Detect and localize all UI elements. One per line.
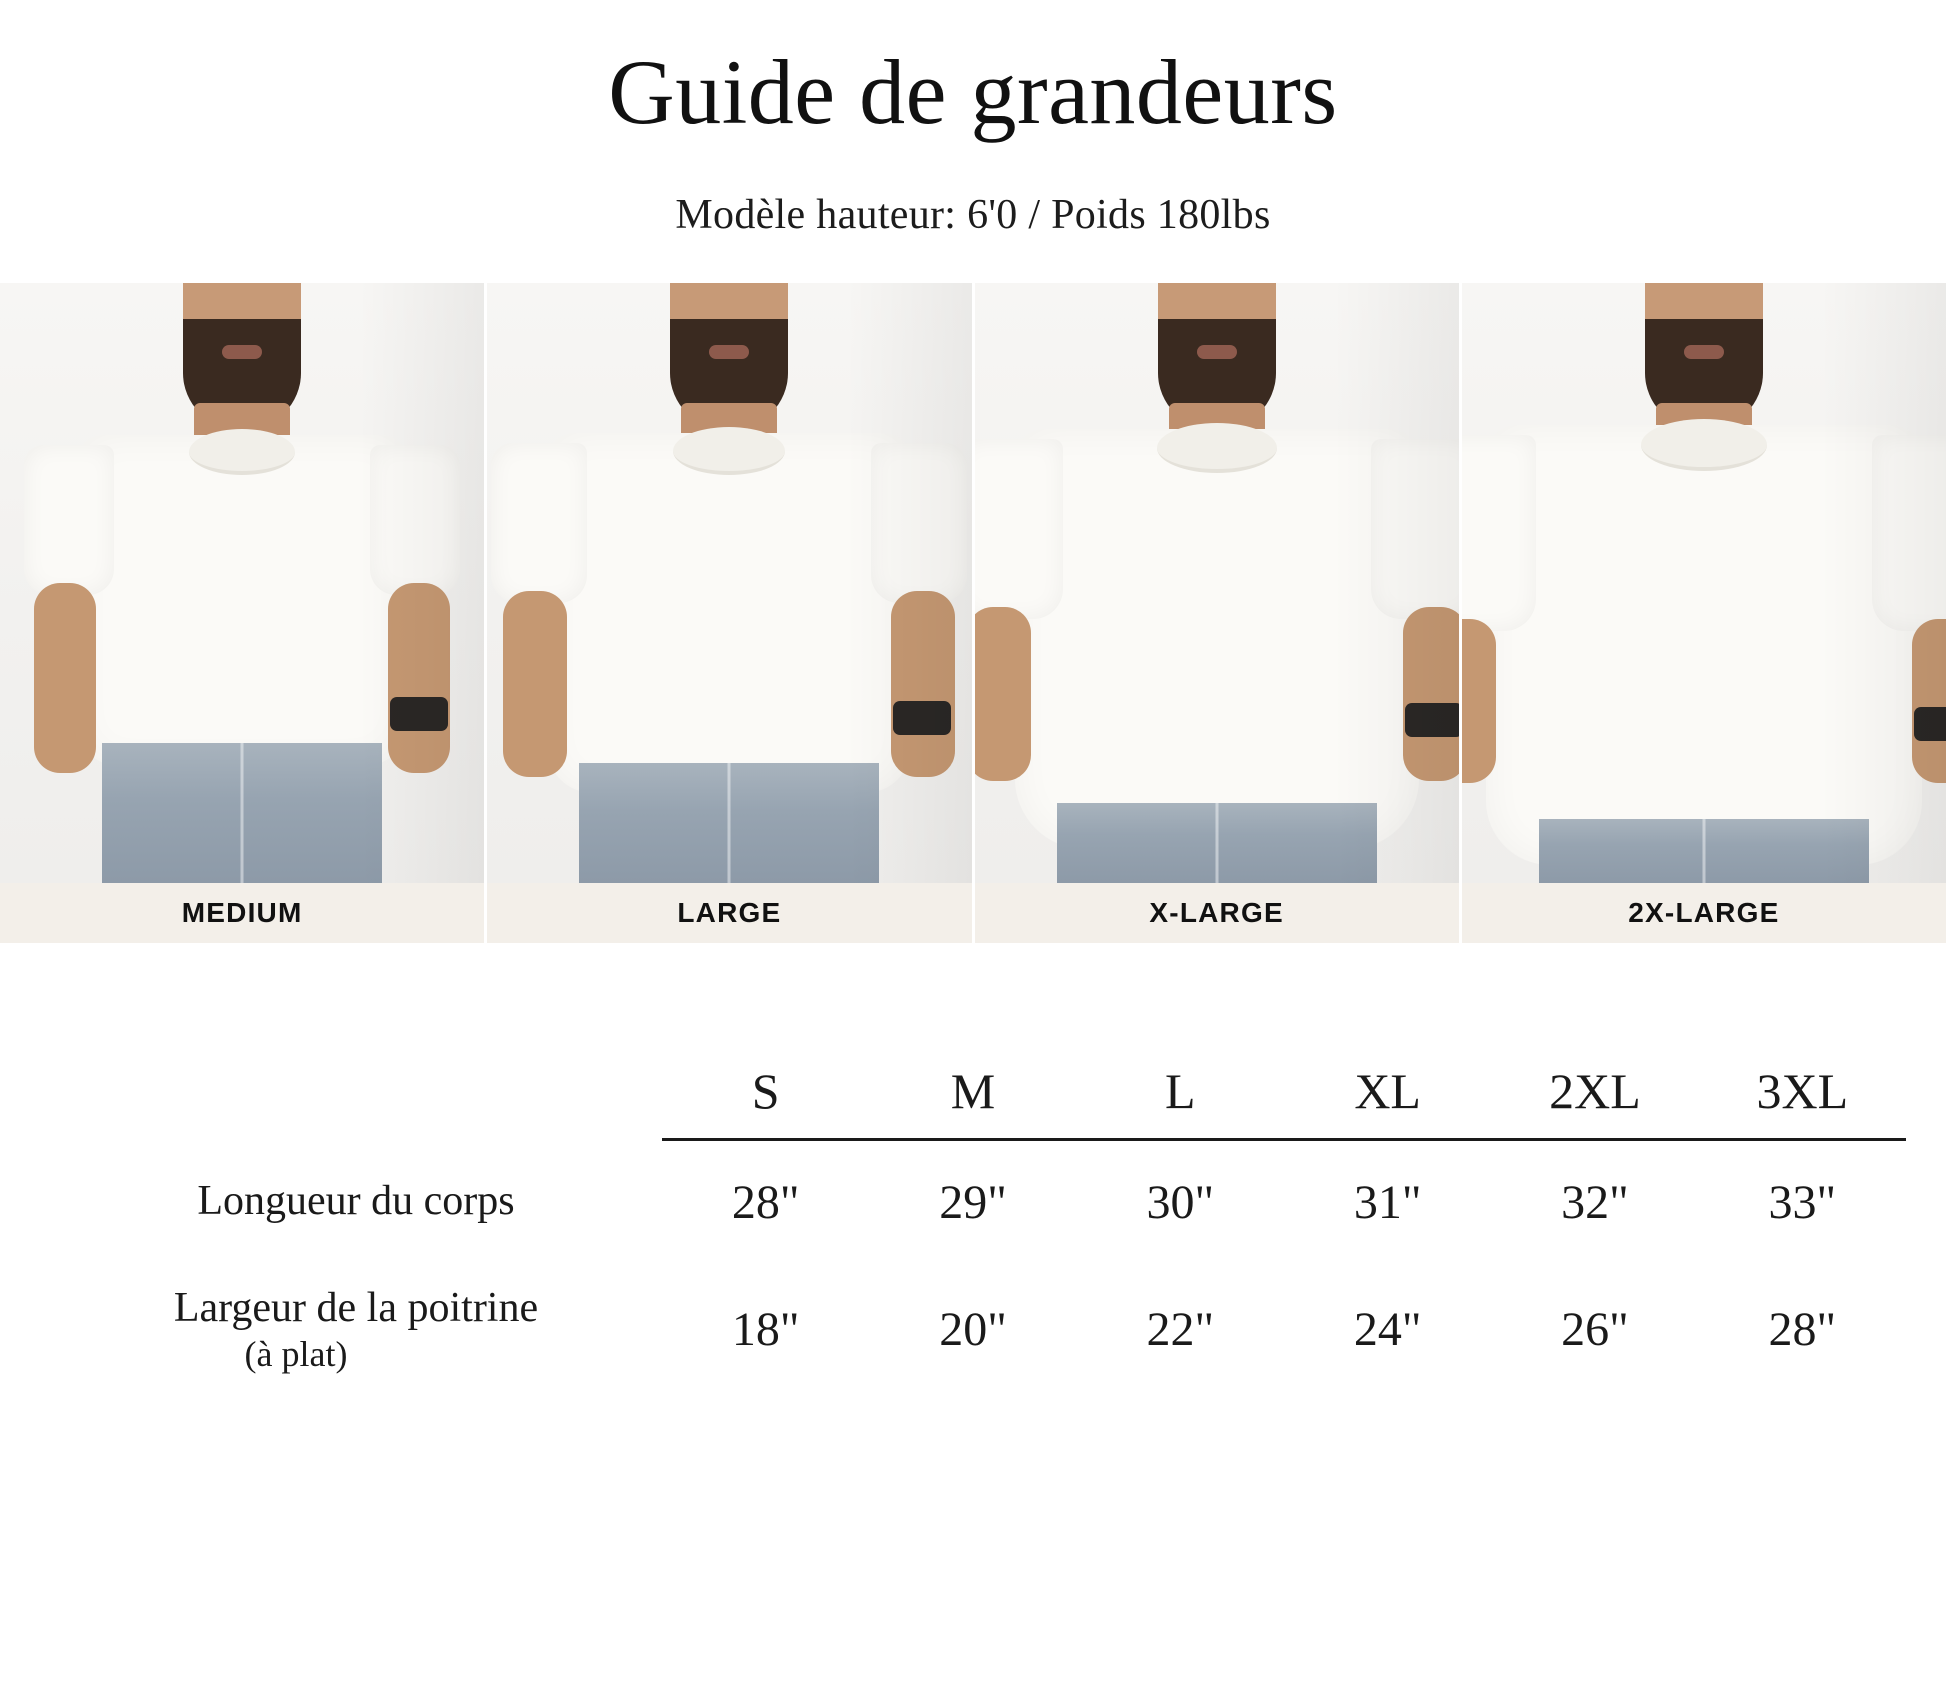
body-length-s: 28": [731, 1175, 800, 1229]
photo-image-large: [487, 283, 971, 883]
chest-width-2xl: 26": [1561, 1302, 1629, 1356]
tshirt-sleeve-left-2xlarge: [1462, 435, 1536, 631]
model-lip-icon: [222, 345, 262, 359]
body-length-3xl: 33": [1768, 1175, 1837, 1229]
tshirt-sleeve-left-medium: [24, 445, 114, 595]
size-column-m: M: [869, 1061, 1076, 1140]
model-lip-icon: [1197, 345, 1237, 359]
size-column-3xl: 3XL: [1699, 1061, 1906, 1140]
model-photo-strip: [0, 283, 1946, 943]
size-column-xl: XL: [1284, 1061, 1491, 1140]
photo-cell-xlarge: [975, 283, 1462, 943]
body-length-2xl: 32": [1561, 1175, 1629, 1229]
model-arm-left-2xlarge: [1462, 619, 1496, 783]
photo-image-medium: [0, 283, 484, 883]
table-row: [40, 1139, 1906, 1250]
row-label-chest-width-sub: (à plat): [244, 1333, 348, 1374]
size-column-l: L: [1077, 1061, 1284, 1140]
body-length-l: 30": [1146, 1175, 1215, 1229]
chest-width-xl: 24": [1353, 1302, 1422, 1356]
size-column-s: S: [662, 1061, 869, 1140]
photo-wall-shadow: [1820, 283, 1946, 883]
model-arm-left-large: [503, 591, 567, 777]
page-title: Guide de grandeurs: [608, 41, 1338, 143]
header: [0, 0, 1946, 239]
tshirt-sleeve-left-large: [491, 443, 587, 603]
photo-image-2xlarge: [1462, 283, 1946, 883]
model-jeans-large: [579, 763, 879, 883]
row-label-chest-width: [40, 1250, 662, 1396]
photo-cell-2xlarge: [1462, 283, 1946, 943]
model-jeans-xlarge: [1057, 803, 1377, 883]
model-arm-left-xlarge: [975, 607, 1031, 781]
size-table-wrap: [0, 1061, 1946, 1396]
body-length-xl: 31": [1353, 1175, 1422, 1229]
body-length-m: 29": [939, 1175, 1007, 1229]
photo-caption-2xlarge: 2X-LARGE: [1462, 883, 1946, 943]
photo-cell-large: [487, 283, 974, 943]
tshirt-collar-large: [673, 427, 785, 475]
chest-width-m: 20": [939, 1302, 1007, 1356]
size-column-2xl: 2XL: [1491, 1061, 1698, 1140]
table-row: [40, 1250, 1906, 1396]
model-lip-icon: [1684, 345, 1724, 359]
tshirt-sleeve-left-xlarge: [975, 439, 1063, 619]
photo-caption-medium: MEDIUM: [0, 883, 484, 943]
model-lip-icon: [709, 345, 749, 359]
size-table: [40, 1061, 1906, 1396]
tshirt-collar-xlarge: [1157, 423, 1277, 473]
tshirt-collar-2xlarge: [1641, 419, 1767, 471]
size-table-corner: [40, 1061, 662, 1140]
model-arm-left-medium: [34, 583, 96, 773]
photo-caption-large: LARGE: [487, 883, 971, 943]
photo-wall-shadow: [846, 283, 972, 883]
photo-cell-medium: [0, 283, 487, 943]
photo-wall-shadow: [1333, 283, 1459, 883]
size-table-header-row: [40, 1061, 1906, 1140]
chest-width-3xl: 28": [1768, 1302, 1837, 1356]
photo-caption-xlarge: X-LARGE: [975, 883, 1459, 943]
photo-image-xlarge: [975, 283, 1459, 883]
model-info-subtitle: Modèle hauteur: 6'0 / Poids 180lbs: [675, 191, 1271, 238]
row-label-chest-width-main: Largeur de la poitrine: [173, 1284, 539, 1331]
row-label-body-length: Longueur du corps: [197, 1178, 515, 1225]
photo-wall-shadow: [358, 283, 484, 883]
chest-width-l: 22": [1146, 1302, 1215, 1356]
model-jeans-medium: [102, 743, 382, 883]
tshirt-collar-medium: [189, 429, 295, 475]
chest-width-s: 18": [731, 1302, 800, 1356]
